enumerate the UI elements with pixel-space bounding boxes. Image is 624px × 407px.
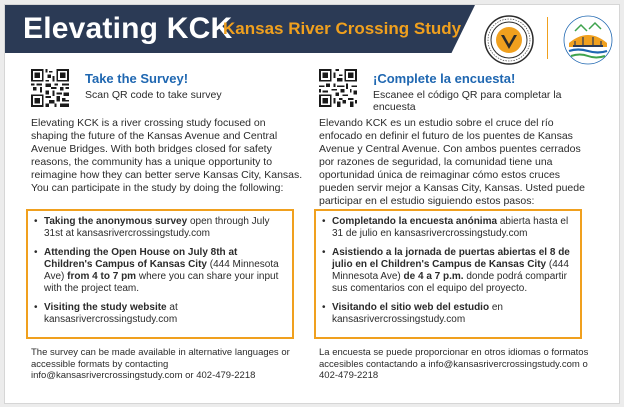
list-item: • Completando la encuesta anónima abierta hasta el 31 de julio en kansasrivercrossingstudy.com [322, 216, 574, 241]
participation-box [26, 209, 294, 339]
logo-divider [547, 17, 548, 59]
list-item: • Visitando el sitio web del estudio en kansasrivercrossingstudy.com [322, 302, 574, 327]
list-item: • Visiting the study website at kansasrivercrossingstudy.com [34, 302, 286, 327]
survey-heading: Take the Survey! [85, 71, 189, 86]
flyer-card [4, 4, 620, 404]
accessibility-footer: La encuesta se puede proporcionar en otros idiomas o formatos accesibles contactando a info@kansasrivercrossingstudy.com o 402-479-2218 [319, 347, 589, 382]
unified-government-logo-icon [484, 15, 534, 65]
kansas-river-crossing-logo-icon [561, 13, 615, 67]
accessibility-footer: The survey can be made available in alternative languages or accessible formats by contacting info@kansasrivercrossingstudy.com or 402-479-2218 [31, 347, 290, 382]
survey-heading: ¡Complete la encuesta! [373, 71, 516, 86]
survey-subheading: Scan QR code to take survey [85, 89, 222, 101]
list-item: • Asistiendo a la jornada de puertas abiertas el 8 de julio en el Children's Campus de Kansas City (444 Minnesota Ave) de 4 a 7 p.m. donde podrá compartir sus comentarios con el equipo del proyecto. [322, 247, 574, 296]
survey-subheading: Escanee el código QR para completar la encuesta [373, 89, 562, 113]
banner-subtitle: Kansas River Crossing Study [223, 19, 462, 38]
list-item: • Attending the Open House on July 8th at Children's Campus of Kansas City (444 Minnesota Ave) from 4 to 7 pm where you can share your input with the project team. [34, 247, 286, 296]
intro-paragraph: Elevating KCK is a river crossing study focused on shaping the future of the Kansas Avenue and Central Avenue Bridges. With both bridges closed for safety reasons, the community has a unique opportunity to reimagine how they can better serve Kansas City, Kansas. You can participate in the study by doing the following: [31, 117, 303, 194]
qr-code-icon[interactable] [31, 69, 69, 107]
participation-box [314, 209, 582, 339]
banner-title: Elevating KCK [23, 12, 233, 45]
list-item: • Taking the anonymous survey open through July 31st at kansasrivercrossingstudy.com [34, 216, 286, 241]
intro-paragraph: Elevando KCK es un estudio sobre el cruce del río enfocado en definir el futuro de los puentes de Kansas Avenue y Central Avenue. Con ambos puentes cerrados por razones de seguridad, la comunidad tiene una oportunidad única de reimaginar cómo estos cruces pueden servir mejor a Kansas City, Kansas. Usted puede participar en el estudio siguiendo estos pasos: [319, 117, 585, 207]
qr-code-icon[interactable] [319, 69, 357, 107]
